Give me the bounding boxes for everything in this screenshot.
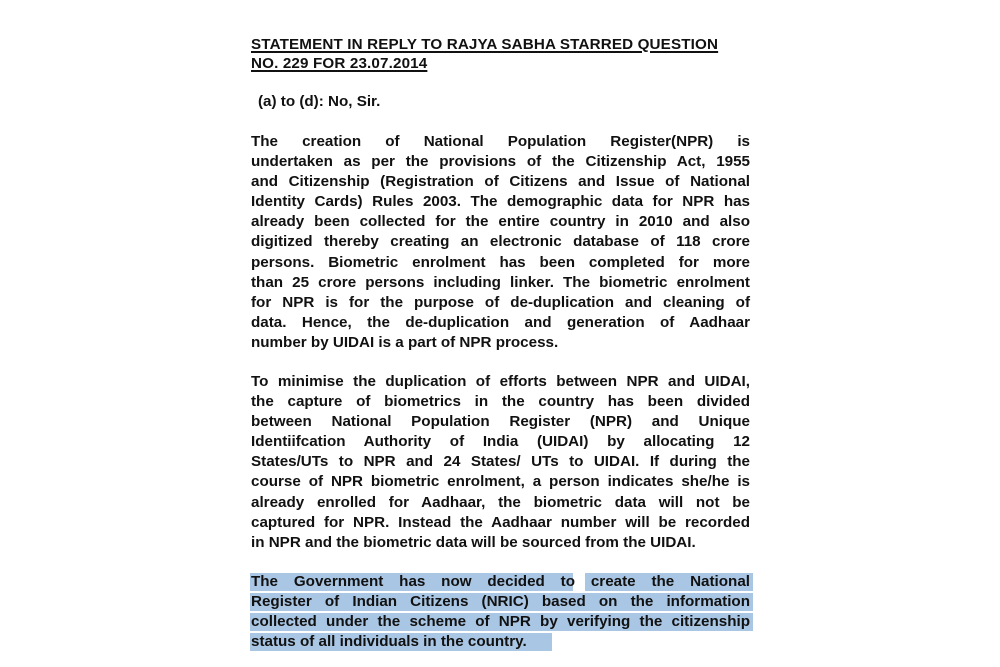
highlighted-line [251,592,750,612]
paragraph-npr-creation [251,132,750,353]
heading-line-2: NO. 229 FOR 23.07.2014 [251,55,428,72]
highlighted-line [251,572,750,592]
paragraph-line: persons. Biometric enrolment has been completed for more [251,253,750,271]
paragraph-line: in NPR and the biometric data will be sourced from the UIDAI. [251,533,696,551]
paragraph-line: between National Population Register (NPR) and Unique [251,413,750,431]
paragraph-line: number by UIDAI is a part of NPR process. [251,333,559,351]
paragraph-line: for NPR is for the purpose of de-duplication and cleaning of [251,293,750,311]
paragraph-line: already enrolled for Aadhaar, the biometric data will not be [251,493,750,511]
paragraph-line: course of NPR biometric enrolment, a person indicates she/he is [251,473,750,491]
highlighted-line [251,612,750,632]
paragraph-line: than 25 crore persons including linker. The biometric enrolment [251,273,750,291]
paragraph-biometric-division [251,372,750,553]
highlighted-text: collected under the scheme of NPR by verifying the citizenship [251,613,750,631]
highlighted-text: Register of Indian Citizens (NRIC) based on the information [251,593,750,611]
paragraph-line: the capture of biometrics in the country has been divided [251,393,750,411]
document-content [251,35,750,651]
paragraph-line: captured for NPR. Instead the Aadhaar number will be recorded [251,513,750,531]
paragraph-line: digitized thereby creating an electronic database of 118 crore [251,233,750,251]
paragraph-line: The creation of National Population Register(NPR) is [251,133,750,150]
paragraph-line: Identiifcation Authority of India (UIDAI) by allocating 12 [251,433,750,451]
statement-heading [251,35,750,73]
paragraph-line: To minimise the duplication of efforts between NPR and UIDAI, [251,373,750,390]
paragraph-line: undertaken as per the provisions of the Citizenship Act, 1955 [251,153,750,171]
paragraph-line: and Citizenship (Registration of Citizens and Issue of National [251,173,750,191]
highlighted-text: status of all individuals in the country. [251,633,527,651]
paragraph-line: Identity Cards) Rules 2003. The demographic data for NPR has [251,193,750,211]
paragraph-nric-highlighted[interactable] [251,572,750,652]
paragraph-line: already been collected for the entire country in 2010 and also [251,213,750,231]
paragraph-line: data. Hence, the de-duplication and generation of Aadhaar [251,313,750,331]
paragraph-line: States/UTs to NPR and 24 States/ UTs to UIDAI. If during the [251,453,750,471]
highlighted-text: The Government has now decided to create the National [251,573,750,590]
answer-text: (a) to (d): No, Sir. [258,93,381,110]
heading-line-1: STATEMENT IN REPLY TO RAJYA SABHA STARRED QUESTION [251,36,719,53]
highlighted-line [251,632,750,652]
